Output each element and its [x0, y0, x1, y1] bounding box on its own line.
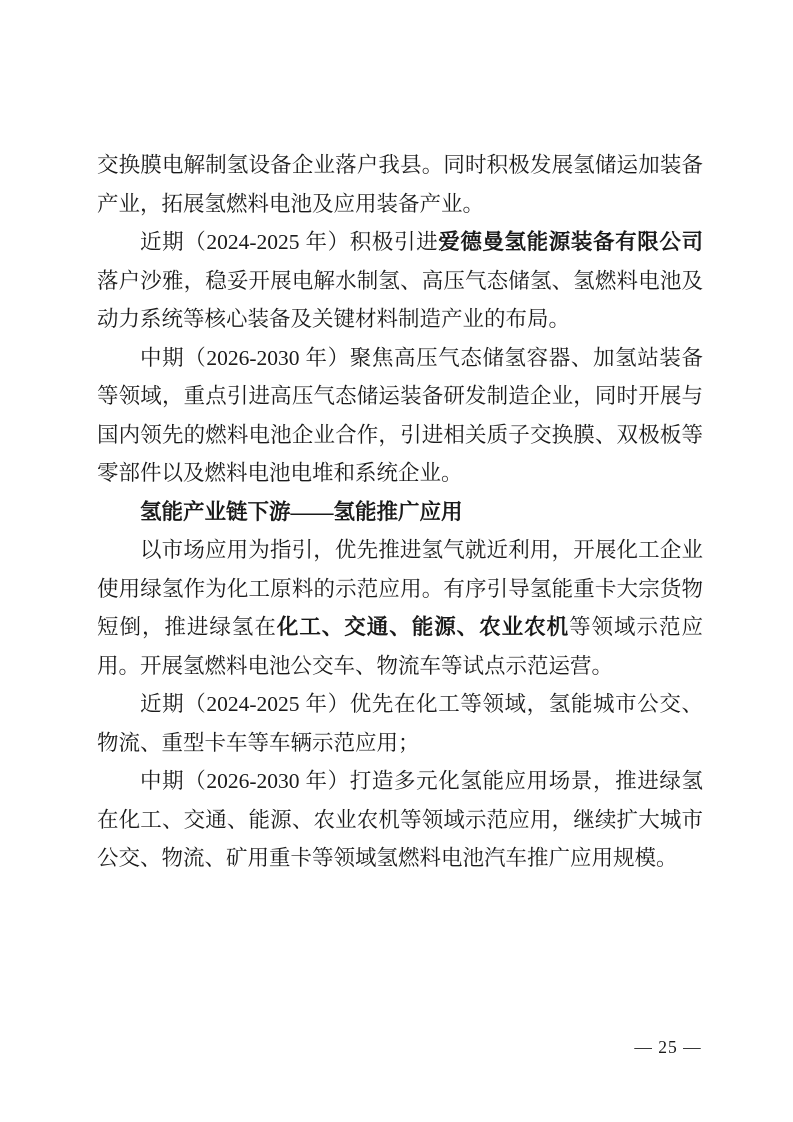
- text-run: 以市场应用为指引，优先推进氢气就近利用，开展化工企业使用绿氢作为化工原料的示范应用。有序引导氢能重卡大宗货物短倒，推进绿氢在: [97, 538, 703, 639]
- paragraph-continuation-top: [97, 146, 703, 223]
- section-heading-downstream: [97, 493, 703, 532]
- paragraph-mid-term-equipment: [97, 339, 703, 493]
- heading-text: 氢能产业链下游——氢能推广应用: [140, 499, 463, 524]
- text-run: 等领域示范应用。开展氢燃料电池公交车、物流车等试点示范运营。: [97, 615, 703, 678]
- paragraph-near-term-application: [97, 685, 703, 762]
- text-run: 近期（2024-2025 年）优先在化工等领域，氢能城市公交、物流、重型卡车等车辆示范应用；: [97, 692, 703, 755]
- paragraph-mid-term-application: [97, 762, 703, 878]
- page-number: — 25 —: [634, 1037, 702, 1057]
- text-run: 近期（2024-2025 年）积极引进: [140, 230, 439, 254]
- text-run: 落户沙雅，稳妥开展电解水制氢、高压气态储氢、氢燃料电池及动力系统等核心装备及关键材料制造产业的布局。: [97, 268, 703, 331]
- text-run: 中期（2026-2030 年）聚焦高压气态储氢容器、加氢站装备等领域，重点引进高压气态储运装备研发制造企业，同时开展与国内领先的燃料电池企业合作，引进相关质子交换膜、双极板等零部件以及燃料电池电堆和系统企业。: [97, 345, 703, 485]
- text-run: 交换膜电解制氢设备企业落户我县。同时积极发展氢储运加装备产业，拓展氢燃料电池及应用装备产业。: [97, 153, 703, 216]
- sectors-bold-run: 化工、交通、能源、农业农机: [276, 615, 570, 639]
- paragraph-near-term-equipment: [97, 223, 703, 339]
- document-body: [97, 146, 703, 878]
- paragraph-application-overview: [97, 531, 703, 685]
- company-name-bold-run: 爱德曼氢能源装备有限公司: [438, 230, 703, 254]
- text-run: 中期（2026-2030 年）打造多元化氢能应用场景，推进绿氢在化工、交通、能源、农业农机等领域示范应用，继续扩大城市公交、物流、矿用重卡等领域氢燃料电池汽车推广应用规模。: [97, 769, 703, 870]
